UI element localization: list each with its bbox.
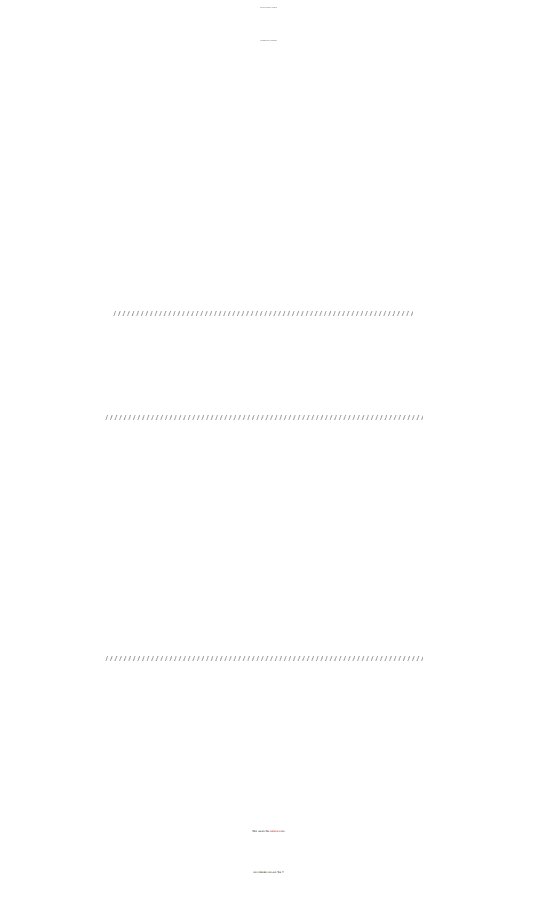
closing-highlight-red: herzlich <box>270 829 281 833</box>
separator <box>113 311 413 316</box>
header-subtitle: September und Oktober 2025 <box>260 41 277 42</box>
separator <box>105 415 423 420</box>
closing-line2: und freuen uns auf Sie !! <box>253 870 284 874</box>
header-title: Veranstaltungen & Angebote <box>259 8 278 9</box>
separator <box>105 656 423 661</box>
closing-highlight-green: freuen <box>258 870 267 874</box>
closing-line1: Wir laden Sie herzlich ein <box>252 829 285 833</box>
